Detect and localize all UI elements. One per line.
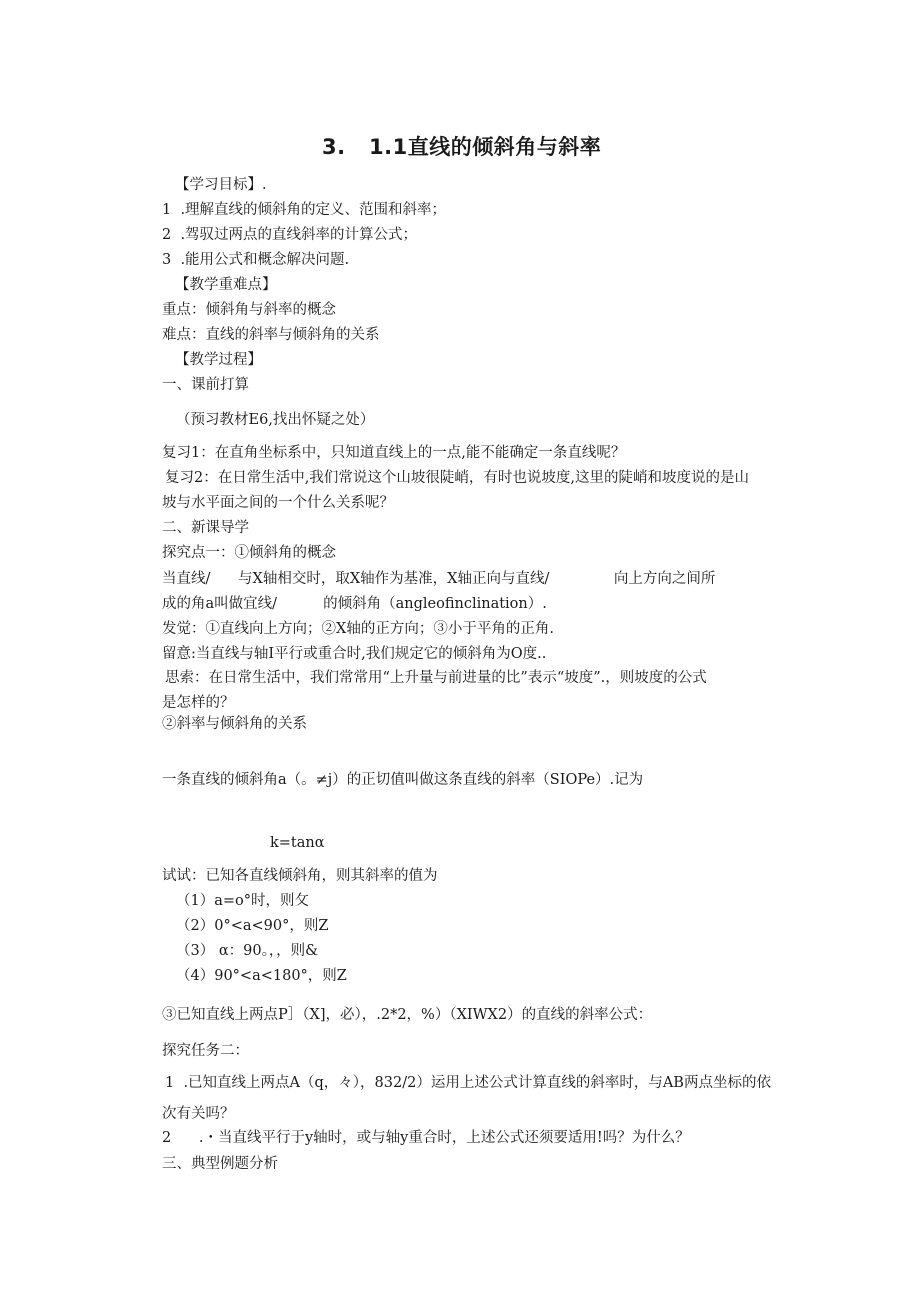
slope-formula: k=tanα: [270, 835, 325, 851]
section-heading-objectives: 【学习目标】.: [175, 177, 267, 193]
exercise-heading: 试试：已知各直线倾斜角，则其斜率的值为: [162, 868, 438, 884]
exercise-item: （4）90°<a<180°，则Z: [176, 968, 347, 984]
review-question-continued: 坡与水平面之间的一个什么关系呢？: [162, 495, 394, 511]
exercise-item: （3） α：90。，，则&: [176, 943, 318, 959]
section-heading-key-points: 【教学重难点】: [175, 277, 277, 293]
definition-text-continued: 成的角a叫做宜线/ 的倾斜角（angleofinclination）.: [162, 596, 547, 612]
key-point-text: 重点：倾斜角与斜率的概念: [162, 302, 336, 318]
subsection-heading: 三、典型例题分析: [162, 1156, 278, 1172]
subsection-heading: 二、新课导学: [162, 520, 249, 536]
exercise-item: （1）a=o°时，则攵: [176, 893, 309, 909]
thinking-question: 思索：在日常生活中，我们常常用“上升量与前进量的比”表示“坡度”.，则坡度的公式: [165, 670, 707, 686]
difficulty-text: 难点：直线的斜率与倾斜角的关系: [162, 327, 380, 343]
discovery-text: 发觉：①直线向上方向；②X轴的正方向；③小于平角的正角.: [162, 621, 554, 637]
slope-definition: 一条直线的倾斜角a（。≠j）的正切值叫做这条直线的斜率（SIOPe）.记为: [162, 772, 644, 788]
section-heading-process: 【教学过程】: [175, 352, 262, 368]
objective-item: 1 .理解直线的倾斜角的定义、范围和斜率；: [162, 202, 447, 218]
definition-text: 当直线/ 与X轴相交时，取X轴作为基准，X轴正向与直线/ 向上方向之间所: [162, 571, 716, 587]
task-question-continued: 次有关吗？: [162, 1106, 235, 1122]
review-question: 复习1：在直角坐标系中，只知道直线上的一点,能不能确定一条直线呢？: [162, 445, 626, 461]
task-question: 2 .・当直线平行于y轴时，或与轴y重合时，上述公式还须要适用!吗？为什么？: [162, 1130, 690, 1146]
exercise-item: （2）0°<a<90°，则Z: [176, 918, 329, 934]
task-question: 1 .已知直线上两点A（q，々），832/2）运用上述公式计算直线的斜率时，与AB两点坐标的依: [165, 1075, 771, 1091]
explore-point-heading: 探究点一：①倾斜角的概念: [162, 545, 336, 561]
objective-item: 2 .驾驭过两点的直线斜率的计算公式；: [162, 227, 418, 243]
explore-task-heading: 探究任务二：: [162, 1043, 249, 1059]
explore-point-heading: ②斜率与倾斜角的关系: [162, 716, 307, 732]
note-text: 留意:当直线与轴I平行或重合时,我们规定它的倾斜角为O度..: [162, 646, 547, 662]
subsection-heading: 一、课前打算: [162, 377, 249, 393]
two-point-formula-text: ③已知直线上两点P］（X]，必），.2*2，%）（XIWX2）的直线的斜率公式：: [162, 1007, 653, 1023]
thinking-question-continued: 是怎样的？: [162, 695, 235, 711]
page-title: 3. 1.1直线的倾斜角与斜率: [322, 135, 602, 159]
preview-note: （预习教材E6,找出怀疑之处）: [176, 412, 375, 428]
objective-item: 3 .能用公式和概念解决问题.: [162, 252, 350, 268]
review-question: 复习2：在日常生活中,我们常说这个山坡很陡峭，有时也说坡度,这里的陡峭和坡度说的是山: [165, 470, 749, 486]
